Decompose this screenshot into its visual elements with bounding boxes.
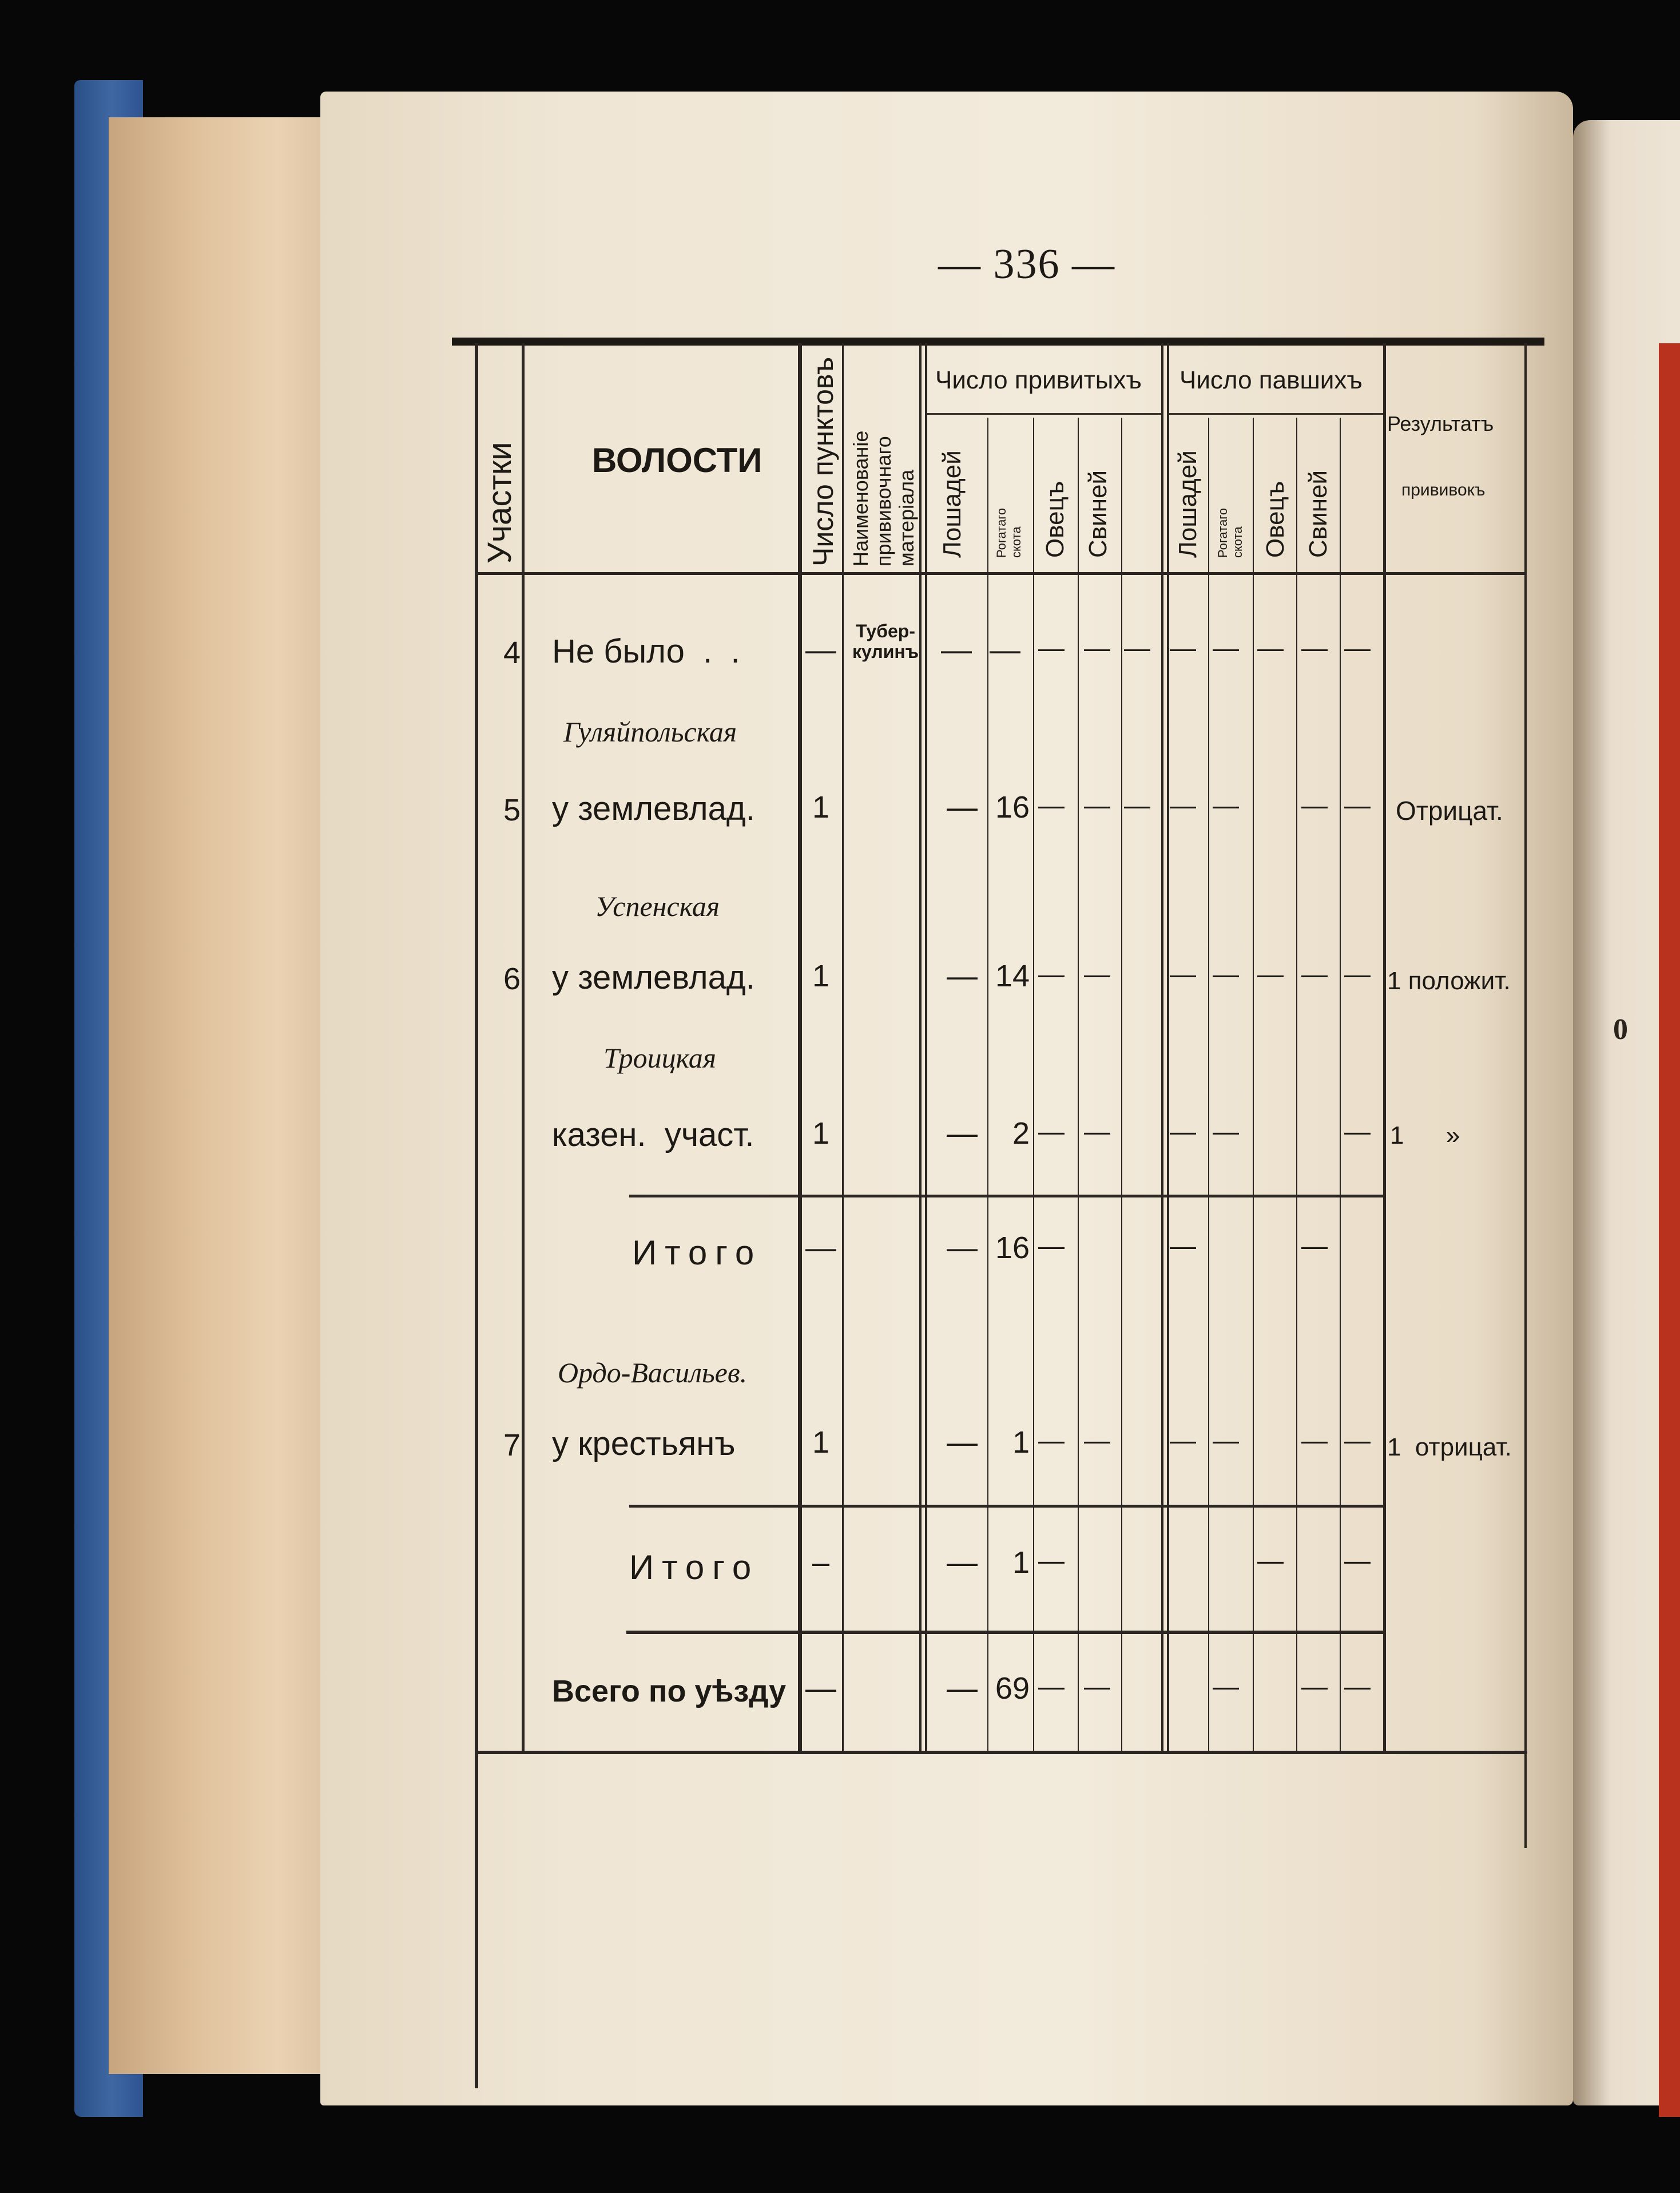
row-kazen-ovets: — xyxy=(1038,1116,1065,1146)
col-divider-result xyxy=(1383,343,1386,1751)
col-divider-priv-3 xyxy=(1078,418,1079,1751)
row4-sviney: — xyxy=(1084,633,1110,663)
row5-rog: 16 xyxy=(995,790,1030,824)
row5-pav-loshadi: — xyxy=(1170,790,1196,820)
row5-pav-extra: — xyxy=(1344,790,1371,820)
row-kazen-punkty: 1 xyxy=(812,1116,830,1151)
row4-rog: — xyxy=(990,633,1020,667)
col-divider-pav-3 xyxy=(1296,418,1297,1751)
row-total-loshadi: — xyxy=(947,1671,978,1706)
row6-volost: у землевлад. xyxy=(552,959,755,996)
col-divider-volosti xyxy=(798,343,802,1751)
row-itogo2-ovets: — xyxy=(1038,1545,1065,1575)
row5-pav-sviney: — xyxy=(1301,790,1328,820)
row6-punkty: 1 xyxy=(812,959,830,993)
row7-punkty: 1 xyxy=(812,1425,830,1460)
row4-pav-extra: — xyxy=(1344,633,1371,663)
page-number: — 336 — xyxy=(938,241,1115,288)
row-total-pav-sviney: — xyxy=(1301,1671,1328,1701)
row-kazen-rog: 2 xyxy=(1012,1116,1030,1151)
col-divider-punkty xyxy=(842,343,844,1751)
row-kazen-pav-extra: — xyxy=(1344,1116,1371,1146)
row-kazen-volost: казен. участ. xyxy=(552,1116,754,1153)
row6-pav-ovets: — xyxy=(1257,959,1284,989)
row-itogo1-pav-loshadi: — xyxy=(1170,1231,1196,1260)
row-kazen-pav-loshadi: — xyxy=(1170,1116,1196,1146)
heading-troitskaya: Троицкая xyxy=(603,1042,716,1074)
col-divider-pav-4 xyxy=(1340,418,1341,1751)
row4-pav-sviney: — xyxy=(1301,633,1328,663)
col-divider-pav-2 xyxy=(1253,418,1254,1751)
row7-loshadi: — xyxy=(947,1425,978,1460)
row-total-pav-extra: — xyxy=(1344,1671,1371,1701)
row-total-ovets: — xyxy=(1038,1671,1065,1701)
col-divider-pav-1 xyxy=(1208,418,1209,1751)
col-divider-priv-pav xyxy=(1161,343,1163,1751)
header-rule-pavshikh xyxy=(1169,413,1383,415)
heading-uspenskaya: Успенская xyxy=(595,890,720,922)
row7-result: 1 отрицат. xyxy=(1387,1433,1512,1461)
header-sviney-priv: Свиней xyxy=(1084,470,1112,558)
row7-volost: у крестьянъ xyxy=(552,1425,736,1462)
row6-pav-rog: — xyxy=(1213,959,1239,989)
row6-pav-extra: — xyxy=(1344,959,1371,989)
row4-extra: — xyxy=(1124,633,1150,663)
heading-gulyaipolskaya: Гуляйпольская xyxy=(563,716,737,748)
row-itogo2-pav-extra: — xyxy=(1344,1545,1371,1575)
header-rogatago-priv: Рогатаго скота xyxy=(994,507,1023,558)
row-itogo1-punkty: — xyxy=(805,1231,836,1265)
col-divider-material-double xyxy=(925,343,927,1751)
row4-pav-ovets: — xyxy=(1257,633,1284,663)
row5-extra: — xyxy=(1124,790,1150,820)
row5-ovets: — xyxy=(1038,790,1065,820)
row5-loshadi: — xyxy=(947,790,978,824)
row7-pav-extra: — xyxy=(1344,1425,1371,1455)
header-sviney-pav: Свиней xyxy=(1304,470,1332,558)
col-divider-priv-2 xyxy=(1033,418,1034,1751)
row4-uchastok: 4 xyxy=(503,636,521,670)
row-total-label: Всего по уѣзду xyxy=(552,1674,787,1708)
row-total-rog: 69 xyxy=(995,1671,1030,1706)
row-total-pav-rog: — xyxy=(1213,1671,1239,1701)
row-itogo1-label: Итого xyxy=(632,1234,762,1272)
row7-pav-rog: — xyxy=(1213,1425,1239,1455)
heading-ordo-vasilev: Ордо-Васильев. xyxy=(558,1357,748,1389)
itogo1-rule xyxy=(629,1195,1384,1197)
col-divider-uchastki xyxy=(522,343,525,1751)
row6-rog: 14 xyxy=(995,959,1030,993)
row-itogo2-punkty: – xyxy=(812,1545,830,1580)
row-itogo2-loshadi: — xyxy=(947,1545,978,1580)
header-privivok: прививокъ xyxy=(1401,481,1486,499)
header-loshadey-pav: Лошадей xyxy=(1174,450,1202,558)
row-kazen-loshadi: — xyxy=(947,1116,978,1151)
row4-pav-rog: — xyxy=(1213,633,1239,663)
header-uchastki: Участки xyxy=(481,442,518,564)
row5-sviney: — xyxy=(1084,790,1110,820)
row-itogo1-pav-sviney: — xyxy=(1301,1231,1328,1260)
row-kazen-result: 1 » xyxy=(1390,1121,1460,1149)
red-endpaper xyxy=(1659,343,1680,2117)
row4-punkty: — xyxy=(805,633,836,667)
row6-uchastok: 6 xyxy=(503,962,521,996)
row7-pav-loshadi: — xyxy=(1170,1425,1196,1455)
row5-result: Отрицат. xyxy=(1396,796,1503,826)
header-rezultat: Результатъ xyxy=(1387,412,1494,435)
row7-rog: 1 xyxy=(1012,1425,1030,1460)
row4-volost: Не было . . xyxy=(552,633,740,670)
header-rule-privitykh xyxy=(927,413,1161,415)
header-rogatago-pav: Рогатаго скота xyxy=(1216,507,1245,558)
row7-uchastok: 7 xyxy=(503,1428,521,1462)
col-divider-priv-pav-double xyxy=(1167,343,1169,1751)
row4-ovets: — xyxy=(1038,633,1065,663)
total-rule xyxy=(626,1631,1384,1634)
row-itogo1-ovets: — xyxy=(1038,1231,1065,1260)
header-ovets-priv: Овецъ xyxy=(1041,481,1069,558)
row-itogo1-loshadi: — xyxy=(947,1231,978,1265)
row6-loshadi: — xyxy=(947,959,978,993)
row-itogo2-pav-ovets: — xyxy=(1257,1545,1284,1575)
row7-pav-sviney: — xyxy=(1301,1425,1328,1455)
material-tuberkulin: Тубер- кулинъ xyxy=(852,621,919,662)
table-left-border xyxy=(475,343,478,2088)
row4-loshadi: — xyxy=(941,633,972,667)
row5-volost: у землевлад. xyxy=(552,790,755,827)
row-itogo2-label: Итого xyxy=(629,1548,760,1587)
col-divider-priv-4 xyxy=(1121,418,1122,1751)
header-volosti: ВОЛОСТИ xyxy=(592,441,762,479)
header-chislo-punktov: Число пунктовъ xyxy=(807,356,839,566)
row6-ovets: — xyxy=(1038,959,1065,989)
row-itogo2-rog: 1 xyxy=(1012,1545,1030,1580)
row-kazen-sviney: — xyxy=(1084,1116,1110,1146)
row5-pav-rog: — xyxy=(1213,790,1239,820)
header-chislo-privitykh: Число привитыхъ xyxy=(935,366,1142,394)
col-divider-material xyxy=(919,343,922,1751)
header-chislo-pavshikh: Число павшихъ xyxy=(1179,366,1363,394)
header-ovets-pav: Овецъ xyxy=(1261,481,1289,558)
row6-pav-loshadi: — xyxy=(1170,959,1196,989)
itogo2-rule xyxy=(629,1505,1384,1508)
row5-punkty: 1 xyxy=(812,790,830,824)
row-kazen-pav-rog: — xyxy=(1213,1116,1239,1146)
header-naimenovanie: Наименованіе прививочнаго матеріала xyxy=(849,430,918,566)
row6-result: 1 положит. xyxy=(1387,967,1511,995)
table-right-border xyxy=(1524,343,1527,1848)
row7-sviney: — xyxy=(1084,1425,1110,1455)
header-bottom-rule xyxy=(478,572,1525,575)
table-top-rule xyxy=(452,338,1544,346)
row6-pav-sviney: — xyxy=(1301,959,1328,989)
row-total-punkty: — xyxy=(805,1671,836,1706)
header-loshadey-priv: Лошадей xyxy=(938,450,966,558)
row6-sviney: — xyxy=(1084,959,1110,989)
page-edges xyxy=(109,117,332,2074)
row-total-sviney: — xyxy=(1084,1671,1110,1701)
gutter-mark: 0 xyxy=(1613,1013,1628,1046)
row7-ovets: — xyxy=(1038,1425,1065,1455)
row4-pav-loshadi: — xyxy=(1170,633,1196,663)
table-bottom-rule xyxy=(475,1751,1527,1754)
row5-uchastok: 5 xyxy=(503,793,521,827)
row-itogo1-rog: 16 xyxy=(995,1231,1030,1265)
